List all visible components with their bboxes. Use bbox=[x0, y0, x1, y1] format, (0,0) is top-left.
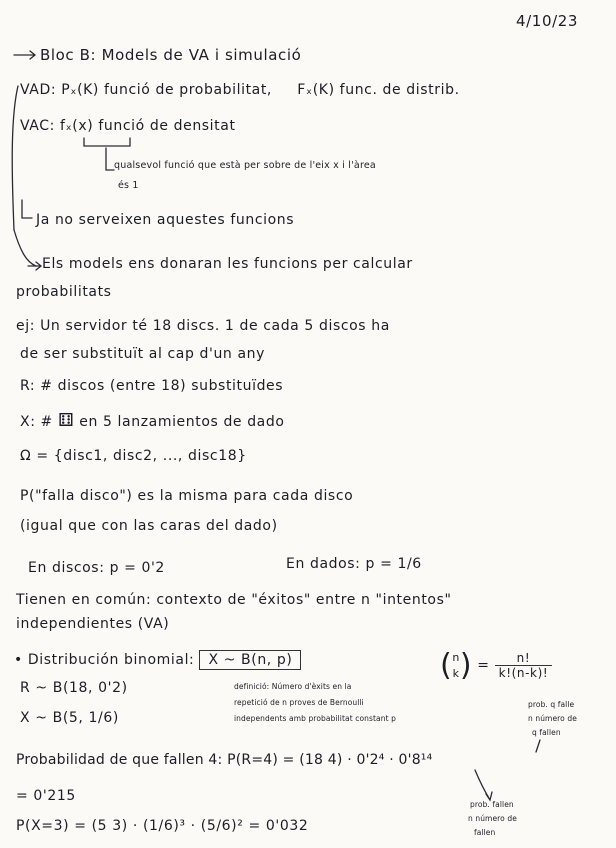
bottom-arrow-icon bbox=[475, 770, 492, 800]
probability-line: Probabilidad de que fallen 4: P(R=4) = (18 4) · 0'2⁴ · 0'8¹⁴ bbox=[16, 752, 433, 768]
line-models-2: probabilitats bbox=[16, 284, 112, 300]
comb-denominator: k!(n-k)! bbox=[498, 666, 549, 680]
vad-line bbox=[20, 82, 460, 98]
common-line-2: independientes (VA) bbox=[16, 616, 170, 632]
bottom-note-3: fallen bbox=[474, 828, 496, 837]
note-pointer-icon bbox=[106, 148, 114, 170]
date: 4/10/23 bbox=[516, 12, 579, 30]
r-binomial: R ~ B(18, 0'2) bbox=[20, 680, 128, 696]
vac-note-1: qualsevol funció que està per sobre de l'eix x i l'àrea bbox=[114, 160, 376, 171]
comb-n: n bbox=[452, 650, 460, 664]
fx-underbrace-icon bbox=[84, 138, 130, 146]
binomial-box: X ~ B(n, p) bbox=[199, 650, 301, 670]
vac-fx: fₓ(x) bbox=[59, 118, 94, 134]
side-arrow-icon bbox=[536, 740, 540, 752]
side-note-3: q fallen bbox=[532, 728, 561, 737]
comb-k: k bbox=[452, 666, 460, 680]
comb-numerator: n! bbox=[495, 651, 553, 666]
page-title: Bloc B: Models de VA i simulació bbox=[40, 46, 302, 64]
binomial-label: • Distribución binomial: bbox=[14, 652, 195, 668]
side-note-2: n número de bbox=[528, 714, 577, 723]
px3-line: P(X=3) = (5 3) · (1/6)³ · (5/6)² = 0'032 bbox=[16, 818, 309, 834]
vac-desc: funció de densitat bbox=[98, 118, 236, 134]
models-arrow-icon bbox=[28, 262, 41, 270]
line-ja: Ja no serveixen aquestes funcions bbox=[36, 212, 295, 228]
bottom-note-2: n número de bbox=[468, 814, 517, 823]
vac-label: VAC: bbox=[20, 118, 55, 134]
dice-icon: ⚅ bbox=[57, 410, 75, 431]
side-note-1: prob. q falle bbox=[528, 700, 575, 709]
en-dados: En dados: p = 1/6 bbox=[286, 556, 422, 572]
ja-pointer-icon bbox=[22, 200, 32, 218]
example-line-1: ej: Un servidor té 18 discs. 1 de cada 5 discos ha bbox=[16, 318, 390, 334]
x-definition: X: # ⚅ en 5 lanzamientos de dado bbox=[20, 410, 285, 431]
en-discos: En discos: p = 0'2 bbox=[28, 560, 165, 576]
probability-result: = 0'215 bbox=[16, 788, 76, 804]
vad-label: VAD: bbox=[20, 82, 57, 98]
sample-space: Ω = {disc1, disc2, ..., disc18} bbox=[20, 448, 247, 464]
p-line-1: P("falla disco") es la misma para cada disco bbox=[20, 488, 354, 504]
vac-note-2: és 1 bbox=[118, 180, 139, 191]
line-models-1: Els models ens donaran les funcions per calcular bbox=[42, 256, 413, 272]
definition-note-3: independents amb probabilitat constant p bbox=[234, 714, 396, 723]
definition-note-1: definició: Número d'èxits en la bbox=[234, 682, 352, 691]
binomial-line bbox=[14, 650, 301, 670]
definition-note-2: repetició de n proves de Bernoulli bbox=[234, 698, 364, 707]
left-brace-icon bbox=[12, 86, 18, 230]
common-line-1: Tienen en común: contexto de "éxitos" entre n "intentos" bbox=[16, 592, 452, 608]
example-line-2: de ser substituït al cap d'un any bbox=[20, 346, 265, 362]
r-definition: R: # discos (entre 18) substituïdes bbox=[20, 378, 284, 394]
bottom-note-1: prob. fallen bbox=[470, 800, 514, 809]
combination-formula: ( n k ) = $\frac{n!}{k!(n-k)!}$ bbox=[440, 648, 552, 683]
vad-pmf: Pₓ(K) funció de probabilitat, bbox=[61, 82, 272, 98]
title-arrow-icon bbox=[14, 51, 35, 59]
vac-line bbox=[20, 118, 236, 134]
brace-curve-icon bbox=[14, 230, 36, 266]
x-binomial: X ~ B(5, 1/6) bbox=[20, 710, 119, 726]
p-line-2: (igual que con las caras del dado) bbox=[20, 518, 278, 534]
vad-cdf: Fₓ(K) func. de distrib. bbox=[297, 82, 460, 98]
